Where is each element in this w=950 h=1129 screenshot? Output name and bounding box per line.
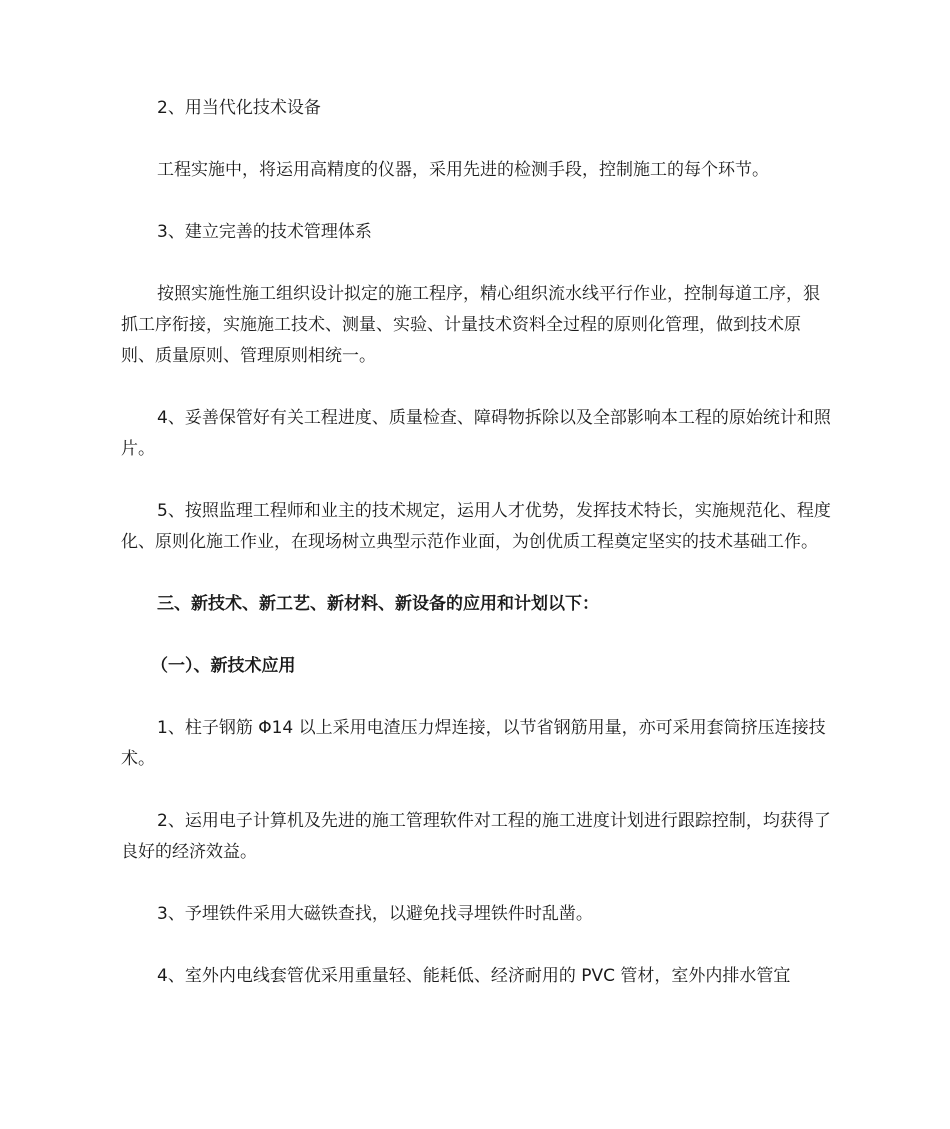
subsection-heading-1: （一）、新技术应用: [151, 656, 296, 676]
paragraph-item-3-body: 按照实施性施工组织设计拟定的施工程序，精心组织流水线平行作业，控制每道工序，狠抓工序衔接，实施施工技术、测量、实验、计量技术资料全过程的原则化管理，做到技术原则、质量原则、管理原则相统一。: [121, 284, 820, 366]
paragraph-item-2-body: 工程实施中，将运用高精度的仪器，采用先进的检测手段，控制施工的每个环节。: [157, 160, 769, 180]
list-item-4: 4、室外内电线套管优采用重量轻、能耗低、经济耐用的 PVC 管材，室外内排水管宜: [157, 966, 791, 986]
document-body: [121, 93, 833, 992]
list-item-2: 2、运用电子计算机及先进的施工管理软件对工程的施工进度计划进行跟踪控制，均获得了良好的经济效益。: [121, 811, 831, 862]
paragraph-item-4: 4、妥善保管好有关工程进度、质量检查、障碍物拆除以及全部影响本工程的原始统计和照片。: [121, 408, 831, 459]
paragraph-item-3-heading: 3、建立完善的技术管理体系: [157, 222, 372, 242]
paragraph-item-2-heading: 2、用当代化技术设备: [157, 98, 321, 118]
list-item-1: 1、柱子钢筋 Φ14 以上采用电渣压力焊连接，以节省钢筋用量，亦可采用套筒挤压连接技术。: [121, 718, 826, 769]
section-heading-3: 三、新技术、新工艺、新材料、新设备的应用和计划以下：: [157, 594, 599, 614]
paragraph-item-5: 5、按照监理工程师和业主的技术规定，运用人才优势，发挥技术特长，实施规范化、程度化、原则化施工作业，在现场树立典型示范作业面，为创优质工程奠定坚实的技术基础工作。: [121, 501, 831, 552]
list-item-3: 3、予埋铁件采用大磁铁查找，以避免找寻埋铁件时乱凿。: [157, 904, 593, 924]
